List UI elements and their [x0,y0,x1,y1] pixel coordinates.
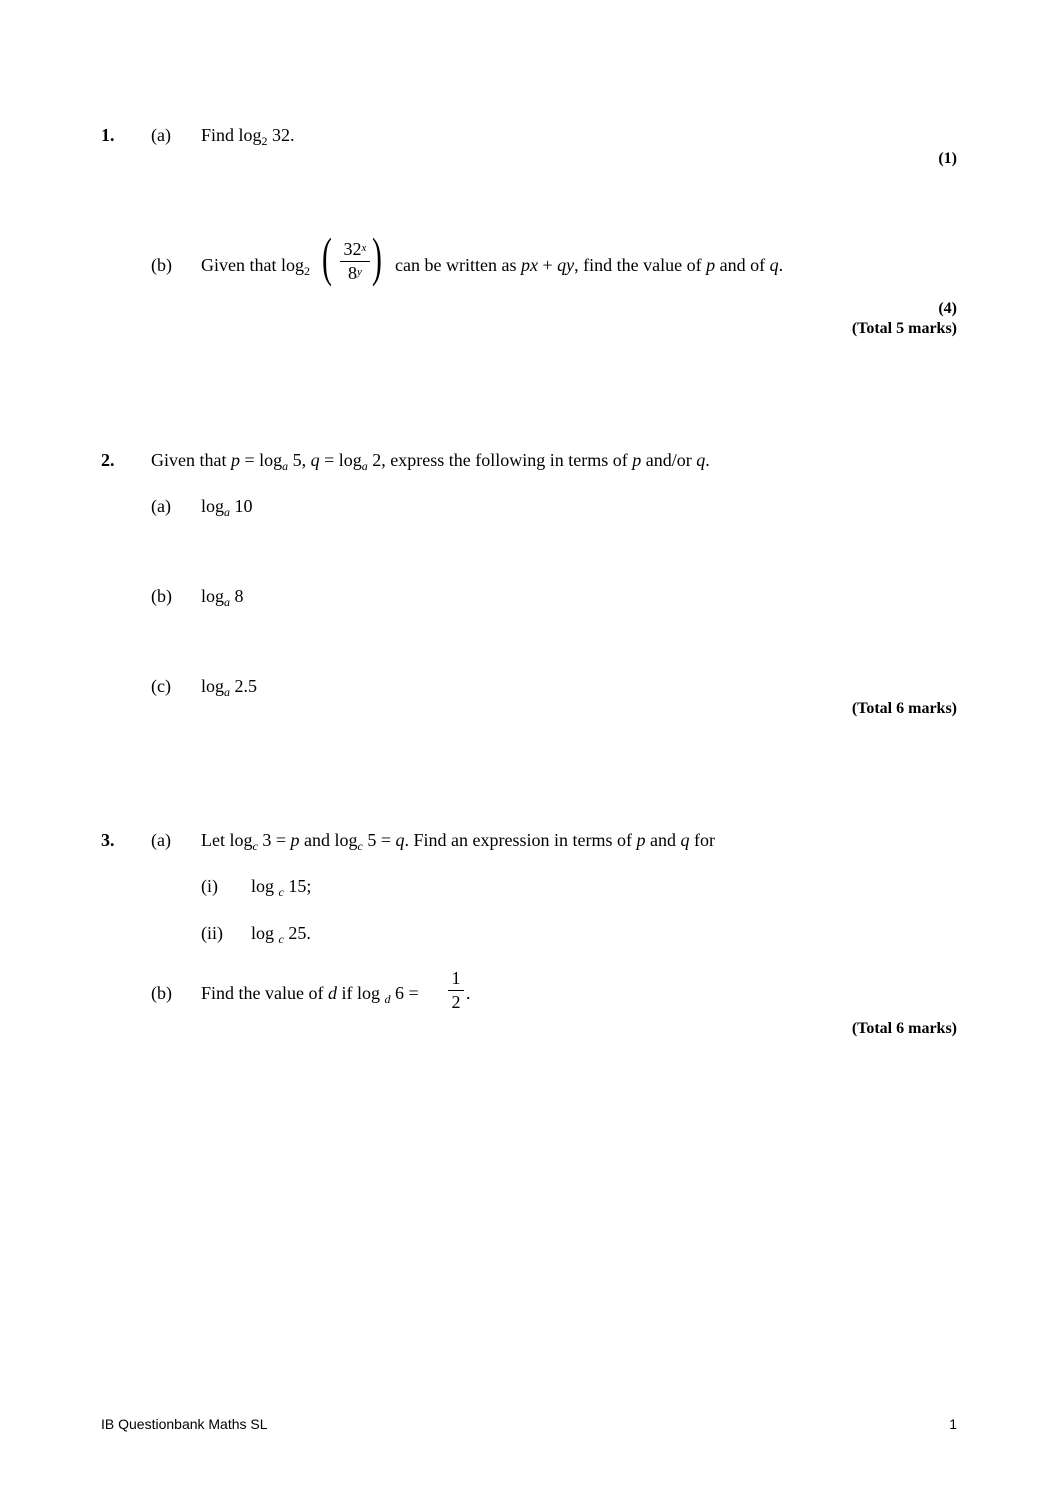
q2-part-a-label: (a) [151,496,171,516]
question-2-number: 2. [101,450,115,470]
page-number: 1 [949,1416,957,1432]
q2-part-b-text: $\log_a 8$ [201,586,244,609]
q1-part-b-text-rest: can be written as px + qy, find the value of p and of q. [395,255,784,275]
q2-intro: Given that $p = \log_a 5$, $q = \log_a 2$, express the following in terms of p and/or q. [151,450,710,473]
q3-part-a-i-label: (i) [201,876,218,896]
q1-fraction: 32$^x$ 8$^y$ [340,240,370,283]
q1-part-b-marks: (4) [938,300,957,317]
q3-part-a-ii-text: log $_c$ 25. [251,923,311,946]
q3-fraction: $\frac{1}{2}$ [448,969,464,1012]
q1-total-marks: (Total 5 marks) [851,320,957,337]
q3-part-a-text: Let $\log_c 3 = p$ and $\log_c 5 = q$. Find an expression in terms of p and q for [201,830,715,853]
q3-part-a-label: (a) [151,830,171,850]
left-paren: ( [322,227,332,287]
right-paren: ) [372,227,382,287]
question-3-number: 3. [101,830,115,850]
q3-part-b-text: Find the value of d if log $_d$ 6 = [201,983,419,1006]
q3-part-a-ii-label: (ii) [201,923,223,943]
q2-part-b-label: (b) [151,586,172,606]
q1-fraction-expression [322,227,388,296]
q3-part-b-period: . [466,983,471,1003]
q1-part-a-label: (a) [151,125,171,145]
q3-part-b-label: (b) [151,983,172,1003]
question-1-number: 1. [101,125,115,145]
q1-part-b-text: Given that $\log_2$ [201,255,310,278]
q2-part-a-text: $\log_a 10$ [201,496,253,519]
q2-part-c-label: (c) [151,676,171,696]
q1-part-b-label: (b) [151,255,172,275]
q2-part-c-text: $\log_a 2.5$ [201,676,258,699]
q3-total-marks: (Total 6 marks) [851,1020,957,1037]
footer-title: IB Questionbank Maths SL [101,1416,268,1432]
q1-part-a-marks: (1) [938,150,957,167]
q3-part-a-i-text: log $_c$ 15; [251,876,312,899]
q1-part-a-text: Find $\log_2 32$. [201,125,295,148]
q2-total-marks: (Total 6 marks) [851,700,957,717]
